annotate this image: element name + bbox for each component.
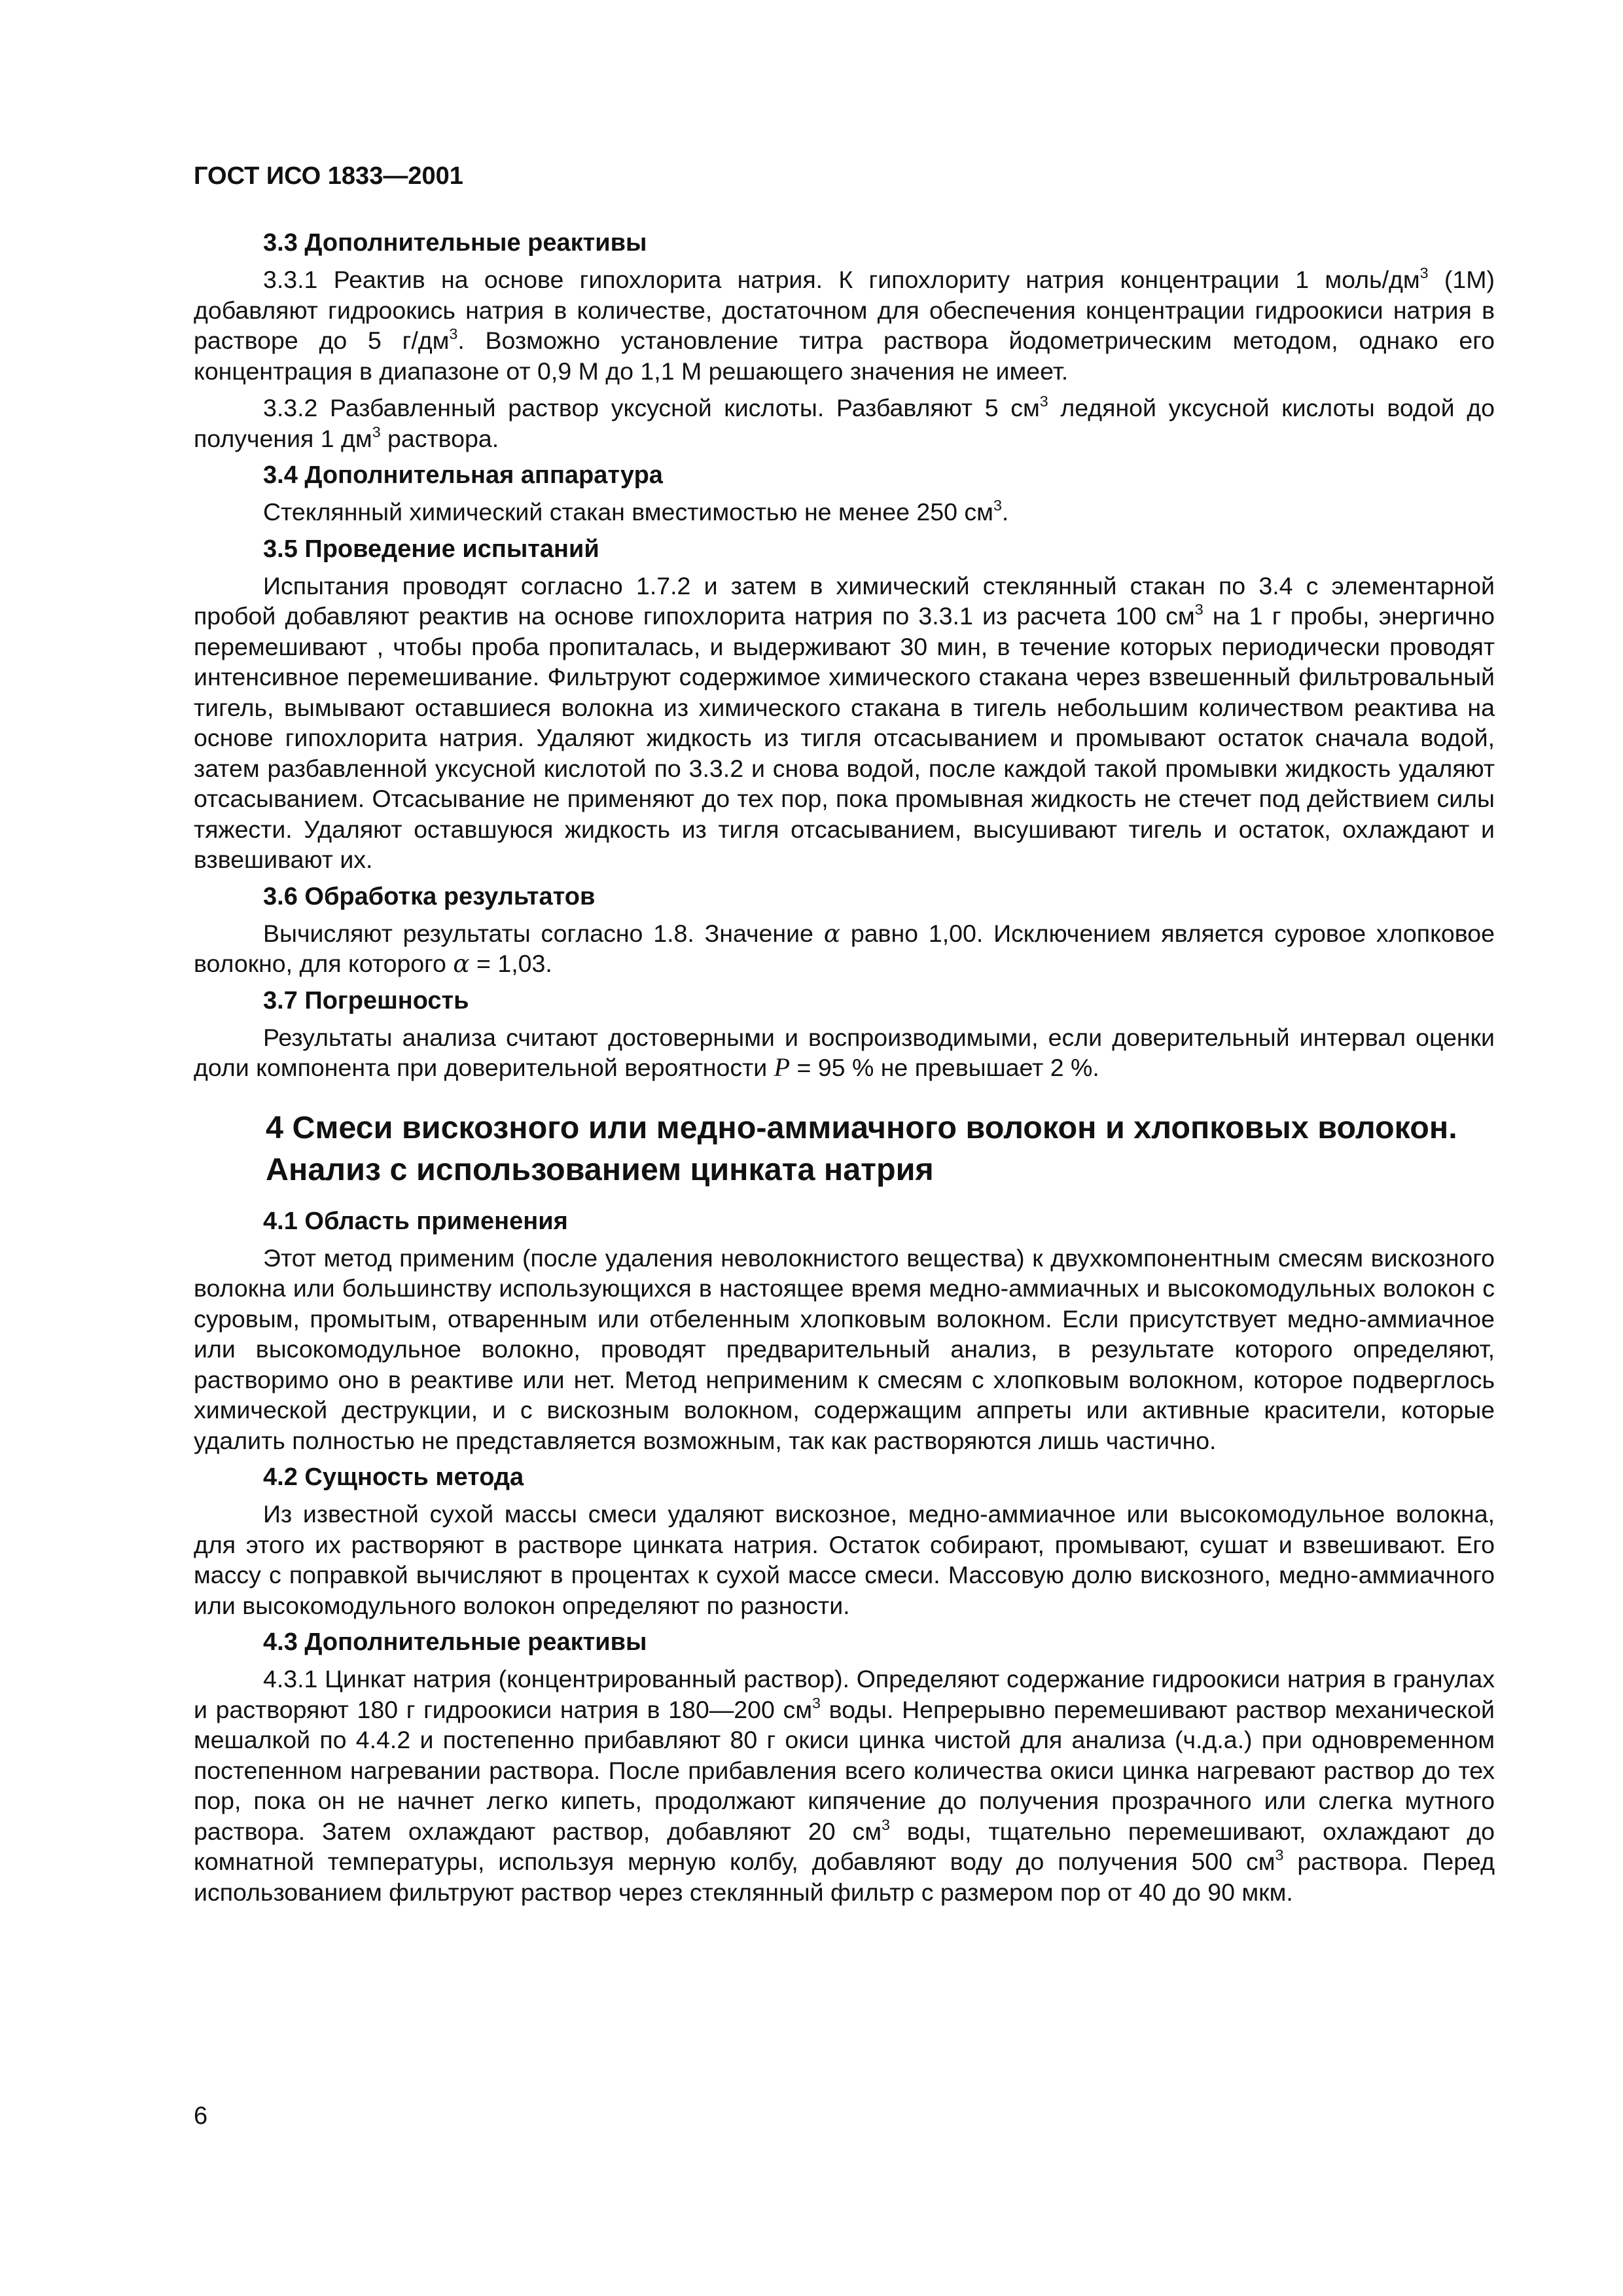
running-header: ГОСТ ИСО 1833—2001 <box>194 162 463 190</box>
paragraph-3-3-1: 3.3.1 Реактив на основе гипохлорита натрия. К гипохлориту натрия концентрации 1 моль/$дм^3$ (1М) добавляют гидроокись натрия в количестве, достаточном для обеспечения концентрации гидроокиси натрия в растворе до 5 $г/дм^3$. Возможно установление титра раствора йодометрическим методом, однако его концентрация в диапазоне от 0,9 М до 1,1 М решающего значения не имеет. <box>194 264 1495 385</box>
section-4-3-title: 4.3 Дополнительные реактивы <box>263 1628 647 1656</box>
probability-symbol: P <box>774 1052 791 1082</box>
page-content <box>194 228 1495 1914</box>
paragraph-4-3-1: 4.3.1 Цинкат натрия (концентрированный раствор). Определяют содержание гидроокиси натрия в гранулах и растворяют 180 г гидроокиси натрия в 180—200 $см^3$ воды. Непрерывно перемешивают раствор механической мешалкой по 4.4.2 и постепенно прибавляют 80 г окиси цинка чистой для анализа (ч.д.а.) при одновременном постепенном нагревании раствора. После прибавления всего количества окиси цинка нагревают раствор до тех пор, пока он не начнет легко кипеть, продолжают кипячение до получения прозрачного или слегка мутного раствора. Затем охлаждают раствор, добавляют 20 $см^3$ воды, тщательно перемешивают, охлаждают до комнатной температуры, используя мерную колбу, добавляют воду до получения 500 $см^3$ раствора. Перед использованием фильтруют раствор через стеклянный фильтр с размером пор от 40 до 90 мкм. <box>194 1665 1495 1906</box>
section-4-2-title: 4.2 Сущность метода <box>263 1463 524 1491</box>
page-number: 6 <box>194 2102 208 2130</box>
section-3-7-title: 3.7 Погрешность <box>263 986 469 1014</box>
paragraph-4-2: Из известной сухой массы смеси удаляют вискозное, медно-аммиачное или высокомодульное волокна, для этого их растворяют в растворе цинката натрия. Остаток собирают, промывают, сушат и взвешивают. Его массу с поправкой вычисляют в процентах к сухой массе смеси. Массовую долю вискозного, медно-аммиачного или высокомодульного волокон определяют по разности. <box>194 1500 1495 1619</box>
section-3-3-title: 3.3 Дополнительные реактивы <box>263 229 647 257</box>
section-4-title: 4 Смеси вискозного или медно-аммиачного волокон и хлопковых волокон. Анализ с использованием цинката натрия <box>266 1109 1457 1187</box>
alpha-symbol: α <box>823 918 841 948</box>
paragraph-3-6: Вычисляют результаты согласно 1.8. Значение α равно 1,00. Исключением является суровое хлопковое волокно, для которого α = 1,03. <box>194 918 1495 978</box>
paragraph-4-1: Этот метод применим (после удаления неволокнистого вещества) к двухкомпонентным смесям вискозного волокна или большинству использующихся в настоящее время медно-аммиачных и высокомодульных волокон с суровым, промытым, отваренным или отбеленным хлопковым волокном. Если присутствует медно-аммиачное или высокомодульное волокно, проводят предварительный анализ, в результате которого определяют, растворимо оно в реактиве или нет. Метод неприменим к смесям с хлопковым волокном, которое подверглось химической деструкции, и с вискозным волокном, содержащим аппреты или активные красители, которые удалить полностью не представляется возможным, так как растворяются лишь частично. <box>194 1244 1495 1454</box>
paragraph-3-5: Испытания проводят согласно 1.7.2 и затем в химический стеклянный стакан по 3.4 с элементарной пробой добавляют реактив на основе гипохлорита натрия по 3.3.1 из расчета 100 $см^3$ на 1 г пробы, энергично перемешивают , чтобы проба пропиталась, и выдерживают 30 мин, в течение которых периодически проводят интенсивное перемешивание. Фильтруют содержимое химического стакана через взвешенный фильтровальный тигель, вымывают оставшиеся волокна из химического стакана в тигель небольшим количеством реактива на основе гипохлорита натрия. Удаляют жидкость из тигля отсасыванием и промывают остаток сначала водой, затем разбавленной уксусной кислотой по 3.3.2 и снова водой, после каждой такой промывки жидкость удаляют отсасыванием. Отсасывание не применяют до тех пор, пока промывная жидкость не стечет под действием силы тяжести. Удаляют оставшуюся жидкость из тигля отсасыванием, высушивают тигель и остаток, охлаждают и взвешивают их. <box>194 571 1495 873</box>
section-3-5-title: 3.5 Проведение испытаний <box>263 535 599 563</box>
alpha-symbol: α <box>453 949 470 978</box>
section-4-1-title: 4.1 Область применения <box>263 1207 568 1235</box>
paragraph-3-3-2: 3.3.2 Разбавленный раствор уксусной кислоты. Разбавляют 5 $см^3$ ледяной уксусной кислоты водой до получения 1 $дм^3$ раствора. <box>194 392 1495 452</box>
section-3-4-title: 3.4 Дополнительная аппаратура <box>263 461 663 489</box>
section-3-6-title: 3.6 Обработка результатов <box>263 882 596 910</box>
paragraph-3-4: Стеклянный химический стакан вместимостью не менее 250 $см^3$. <box>263 496 1009 526</box>
paragraph-3-7: Результаты анализа считают достоверными и воспроизводимыми, если доверительный интервал оценки доли компонента при доверительной вероятности P = 95 % не превышает 2 %. <box>194 1023 1495 1082</box>
